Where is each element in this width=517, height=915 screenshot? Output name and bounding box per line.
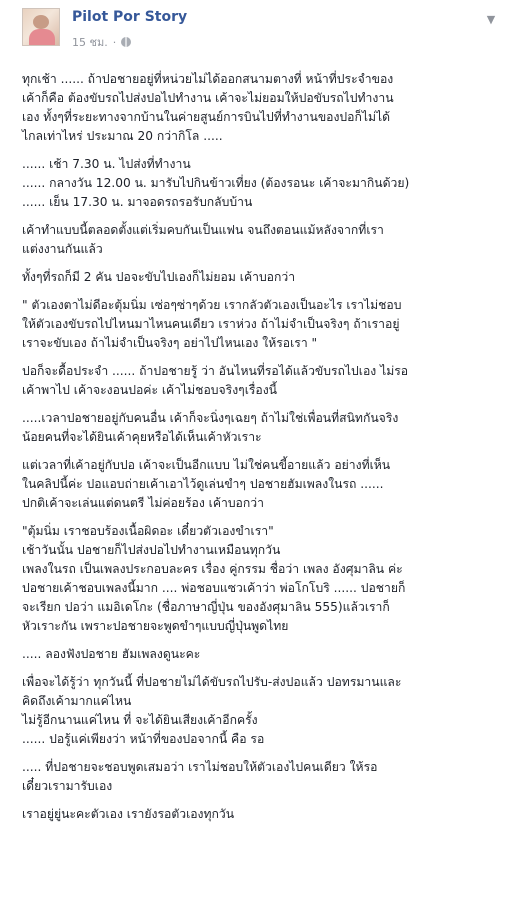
post-timestamp[interactable]: 15 ชม. bbox=[72, 36, 108, 49]
post-paragraph: เพื่อจะได้รู้ว่า ทุกวันนี้ ที่ปอชายไม่ได้ขับรถไปรับ-ส่งปอแล้ว ปอทรมานและ คิดถึงเค้ามากแค่ไหน ไม่รู้อีกนานแค่ไหน ที่ จะได้ยินเสียงเค้าอีกครั้ง ...... ปอรู้แค่เพียงว่า หน้าที่ของปอจากนี้ คือ รอ bbox=[22, 675, 402, 746]
post-paragraph: แต่เวลาที่เค้าอยู่กับปอ เค้าจะเป็นอีกแบบ ไม่ใช่คนขี้อายแล้ว อย่างที่เห็น ในคลิปนี้ค่ะ ปอแอบถ่ายเค้าเอาไว้ดูเล่นขำๆ ปอชายฮัมเพลงในรถ ...... ปกติเค้าจะเล่นแต่ดนตรี ไม่ค่อยร้อง เค้าบอกว่า bbox=[22, 458, 391, 510]
post-paragraph: .....เวลาปอชายอยู่กับคนอื่น เค้าก็จะนิ่งๆเฉยๆ ถ้าไม่ใช่เพื่อนที่สนิทกันจริง น้อยคนที่จะได้ยินเค้าคุยหรือได้เห็นเค้าหัวเราะ bbox=[22, 411, 399, 444]
post-paragraph: ..... ลองฟังปอชาย ฮัมเพลงดูนะคะ bbox=[22, 647, 201, 661]
post-header bbox=[0, 0, 517, 62]
meta-separator: · bbox=[112, 35, 117, 49]
post-paragraph: ทั้งๆที่รถก็มี 2 คัน ปอจะขับไปเองก็ไม่ยอม เค้าบอกว่า bbox=[22, 270, 296, 284]
post-paragraph: ...... เช้า 7.30 น. ไปส่งที่ทำงาน ...... กลางวัน 12.00 น. มารับไปกินข้าวเที่ยง (ต้องรอนะ เค้าจะมากินด้วย) ...... เย็น 17.30 น. มาจอดรถรอรับกลับบ้าน bbox=[22, 157, 410, 209]
chevron-down-icon[interactable]: ▼ bbox=[486, 13, 496, 26]
globe-icon bbox=[121, 37, 131, 47]
post-paragraph: เค้าทำแบบนี้ตลอดตั้งแต่เริ่มคบกันเป็นแฟน จนถึงตอนแม้หลังจากที่เรา แต่งงานกันแล้ว bbox=[22, 223, 384, 256]
post-paragraph: " ตัวเองตาไม่ดีอะตุ้มนิ่ม เซ่อๆซ่าๆด้วย เรากลัวตัวเองเป็นอะไร เราไม่ชอบ ให้ตัวเองขับรถไปไหนมาไหนคนเดียว เราห่วง ถ้าไม่จำเป็นจริงๆ ถ้าเราอยู่ เราจะขับเอง ถ้าไม่จำเป็นจริงๆ อย่าไปไหนเอง ให้รอเรา " bbox=[22, 298, 402, 350]
avatar[interactable] bbox=[22, 8, 60, 46]
page-name-link[interactable]: Pilot Por Story bbox=[72, 9, 188, 25]
post-paragraph: เราอยู่ยู่นะคะตัวเอง เรายังรอตัวเองทุกวัน bbox=[22, 807, 235, 821]
post-paragraph: ..... ที่ปอชายจะชอบพูดเสมอว่า เราไม่ชอบให้ตัวเองไปคนเดียว ให้รอ เดี๋ยวเรามารับเอง bbox=[22, 760, 378, 793]
post-paragraph: ปอก็จะดื้อประจำ ...... ถ้าปอชายรู้ ว่า อันไหนที่รอได้แล้วขับรถไปเอง ไม่รอ เค้าพาไป เค้าจะงอนปอค่ะ เค้าไม่ชอบจริงๆเรื่องนี้ bbox=[22, 364, 409, 397]
post-body bbox=[22, 70, 507, 824]
post-meta bbox=[72, 33, 131, 51]
post-paragraph: "ตุ้มนิ่ม เราชอบร้องเนื้อผิดอะ เดี๋ยวตัวเองขำเรา" เช้าวันนั้น ปอชายก็ไปส่งปอไปทำงานเหมือนทุกวัน เพลงในรถ เป็นเพลงประกอบละคร เรื่อง คู่กรรม ชื่อว่า เพลง อังศุมาลิน ค่ะ ปอชายเค้าชอบเพลงนี้มาก .... พ่อชอบแซวเค้าว่า พ่อโกโบริ ...... ปอชายก็ จะเรียก ปอว่า แมอิเดโกะ (ชื่อภาษาญี่ปุ่น ของอังศุมาลิน 555)แล้วเราก็ หัวเราะกัน เพราะปอชายจะพูดขำๆแบบญี่ปุ่นพูดไทย bbox=[22, 524, 406, 633]
post-paragraph: ทุกเช้า ...... ถ้าปอชายอยู่ที่หน่วยไม่ได้ออกสนามตางที่ หน้าที่ประจำของ เค้าก็คือ ต้องขับรถไปส่งปอไปทำงาน เค้าจะไม่ยอมให้ปอขับรถไปทำงาน เอง ทั้งๆที่ระยะทางจากบ้านในค่ายสูนย์การบินไปที่ทำงานของปอก็ไม่ได้ ไกลเท่าไหร่ ประมาณ 20 กว่ากิโล ..... bbox=[22, 72, 394, 143]
